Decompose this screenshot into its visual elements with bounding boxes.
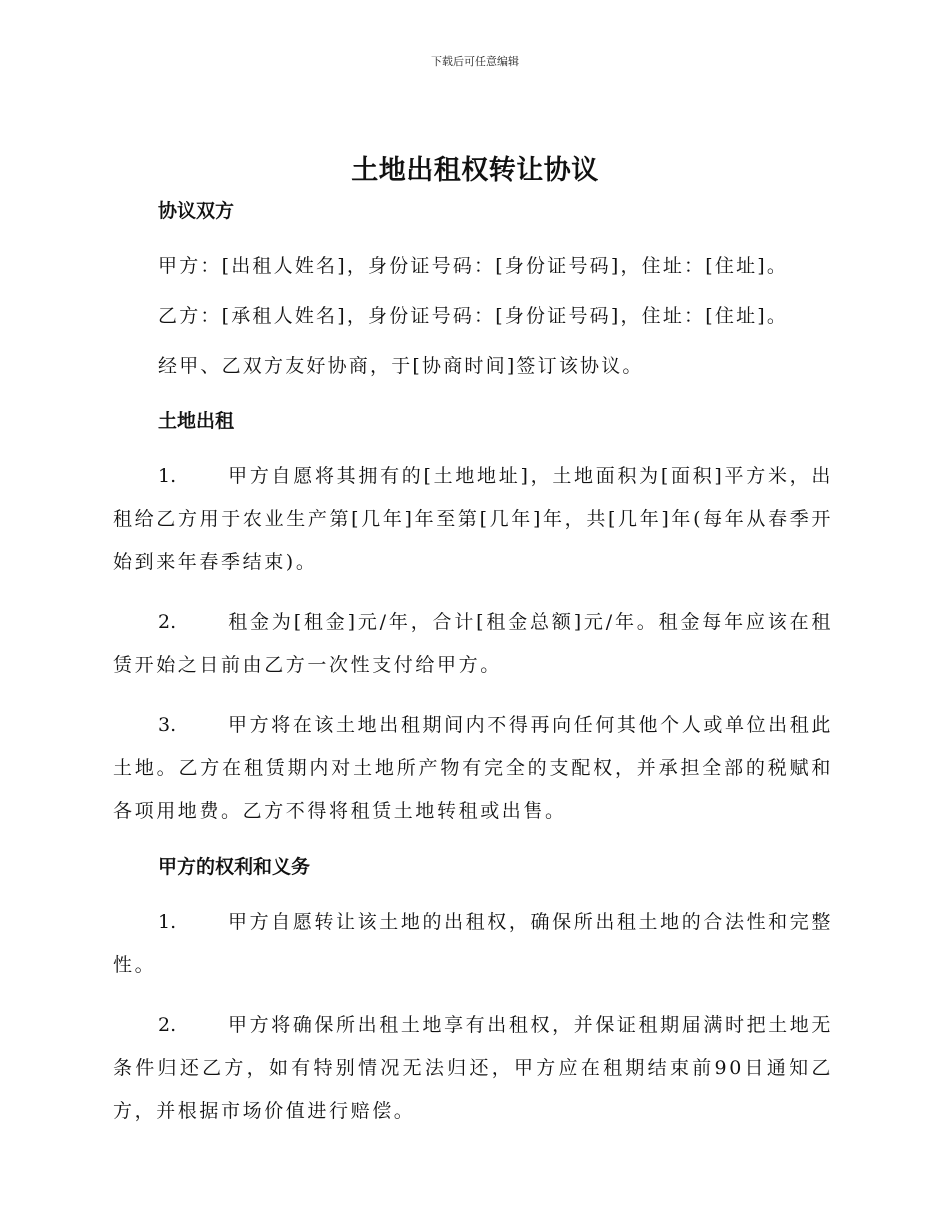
list-item — [113, 1004, 833, 1133]
item-number: 1. — [158, 465, 177, 487]
item-text: 甲方将确保所出租土地享有出租权，并保证租期届满时把土地无条件归还乙方，如有特别情况无法归还，甲方应在租期结束前90日通知乙方，并根据市场价值进行赔偿。 — [113, 1014, 833, 1122]
item-text: 租金为[租金]元/年，合计[租金总额]元/年。租金每年应该在租赁开始之日前由乙方一次性支付给甲方。 — [113, 611, 833, 676]
item-text: 甲方将在该土地出租期间内不得再向任何其他个人或单位出租此土地。乙方在租赁期内对土地所产物有完全的支配权，并承担全部的税赋和各项用地费。乙方不得将租赁土地转租或出售。 — [113, 714, 833, 822]
item-number: 3. — [158, 714, 177, 736]
section-heading-party-a-rights: 甲方的权利和义务 — [158, 856, 311, 878]
party-b-paragraph: 乙方：[承租人姓名]，身份证号码：[身份证号码]，住址：[住址]。 — [158, 305, 789, 327]
party-a-paragraph: 甲方：[出租人姓名]，身份证号码：[身份证号码]，住址：[住址]。 — [158, 255, 789, 277]
document-body — [113, 194, 833, 1133]
list-item — [113, 901, 833, 987]
list-item — [113, 455, 833, 584]
item-number: 2. — [158, 1014, 177, 1036]
list-item — [113, 601, 833, 687]
agreement-paragraph: 经甲、乙双方友好协商，于[协商时间]签订该协议。 — [158, 355, 644, 377]
section-heading-land-lease: 土地出租 — [158, 410, 235, 432]
item-number: 1. — [158, 911, 177, 933]
item-number: 2. — [158, 611, 177, 633]
header-note: 下载后可任意编辑 — [431, 55, 519, 68]
document-title: 土地出租权转让协议 — [351, 155, 599, 186]
item-text: 甲方自愿将其拥有的[土地地址]，土地面积为[面积]平方米，出租给乙方用于农业生产第[几年]年至第[几年]年，共[几年]年(每年从春季开始到来年春季结束)。 — [113, 465, 833, 573]
item-text: 甲方自愿转让该土地的出租权，确保所出租土地的合法性和完整性。 — [113, 911, 833, 976]
section-heading-parties: 协议双方 — [158, 200, 235, 222]
list-item — [113, 704, 833, 833]
